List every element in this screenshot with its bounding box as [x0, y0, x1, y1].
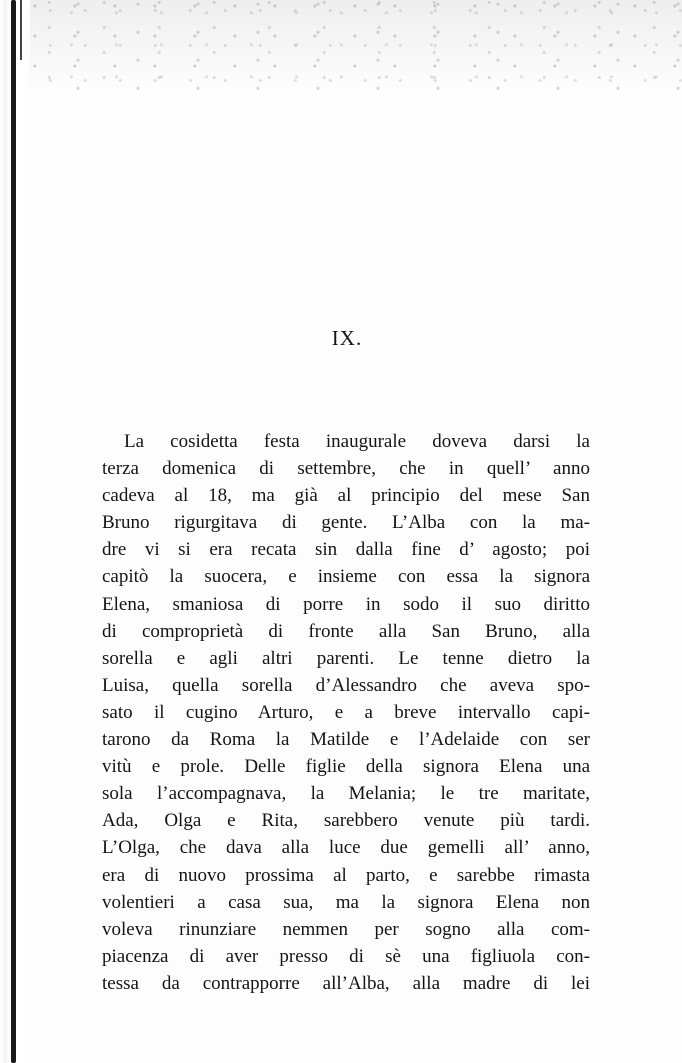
text-line: dre vi si era recata sin dalla fine d’ agosto; poi: [102, 539, 590, 561]
text-line: cadeva al 18, ma già al principio del mese San: [102, 485, 590, 507]
text-line: tarono da Roma la Matilde e l’Adelaide con ser: [102, 729, 590, 751]
text-line: vitù e prole. Delle figlie della signora Elena una: [102, 756, 590, 778]
binding-edge: [11, 0, 16, 1063]
chapter-heading: IX.: [331, 326, 363, 350]
text-line: capitò la suocera, e insieme con essa la signora: [102, 566, 590, 588]
text-line: di comproprietà di fronte alla San Bruno, alla: [102, 620, 590, 642]
text-line: L’Olga, che dava alla luce due gemelli all’ anno,: [102, 837, 590, 859]
text-line: tessa da contrapporre all’Alba, alla madre di lei: [102, 972, 590, 994]
text-line: piacenza di aver presso di sè una figliuola con-: [102, 945, 590, 967]
chapter-body: [102, 428, 590, 997]
text-line: La cosidetta festa inaugurale doveva darsi la: [124, 431, 590, 452]
text-line: sorella e agli altri parenti. Le tenne dietro la: [102, 647, 590, 669]
text-line: Ada, Olga e Rita, sarebbero venute più tardi.: [102, 810, 590, 832]
text-line: Luisa, quella sorella d’Alessandro che aveva spo-: [102, 674, 590, 696]
text-line: sato il cugino Arturo, e a breve intervallo capi-: [102, 701, 590, 723]
scan-noise: [30, 0, 682, 90]
text-line: terza domenica di settembre, che in quell’ anno: [102, 458, 590, 480]
text-line: Elena, smaniosa di porre in sodo il suo diritto: [102, 593, 590, 615]
text-line: sola l’accompagnava, la Melania; le tre maritate,: [102, 783, 590, 805]
text-line: volentieri a casa sua, ma la signora Elena non: [102, 891, 590, 913]
text-line: Bruno rigurgitava di gente. L’Alba con la ma-: [102, 512, 590, 534]
binding-edge-mark: [20, 0, 22, 60]
text-line: era di nuovo prossima al parto, e sarebbe rimasta: [102, 864, 590, 886]
text-line: voleva rinunziare nemmen per sogno alla com-: [102, 918, 590, 940]
